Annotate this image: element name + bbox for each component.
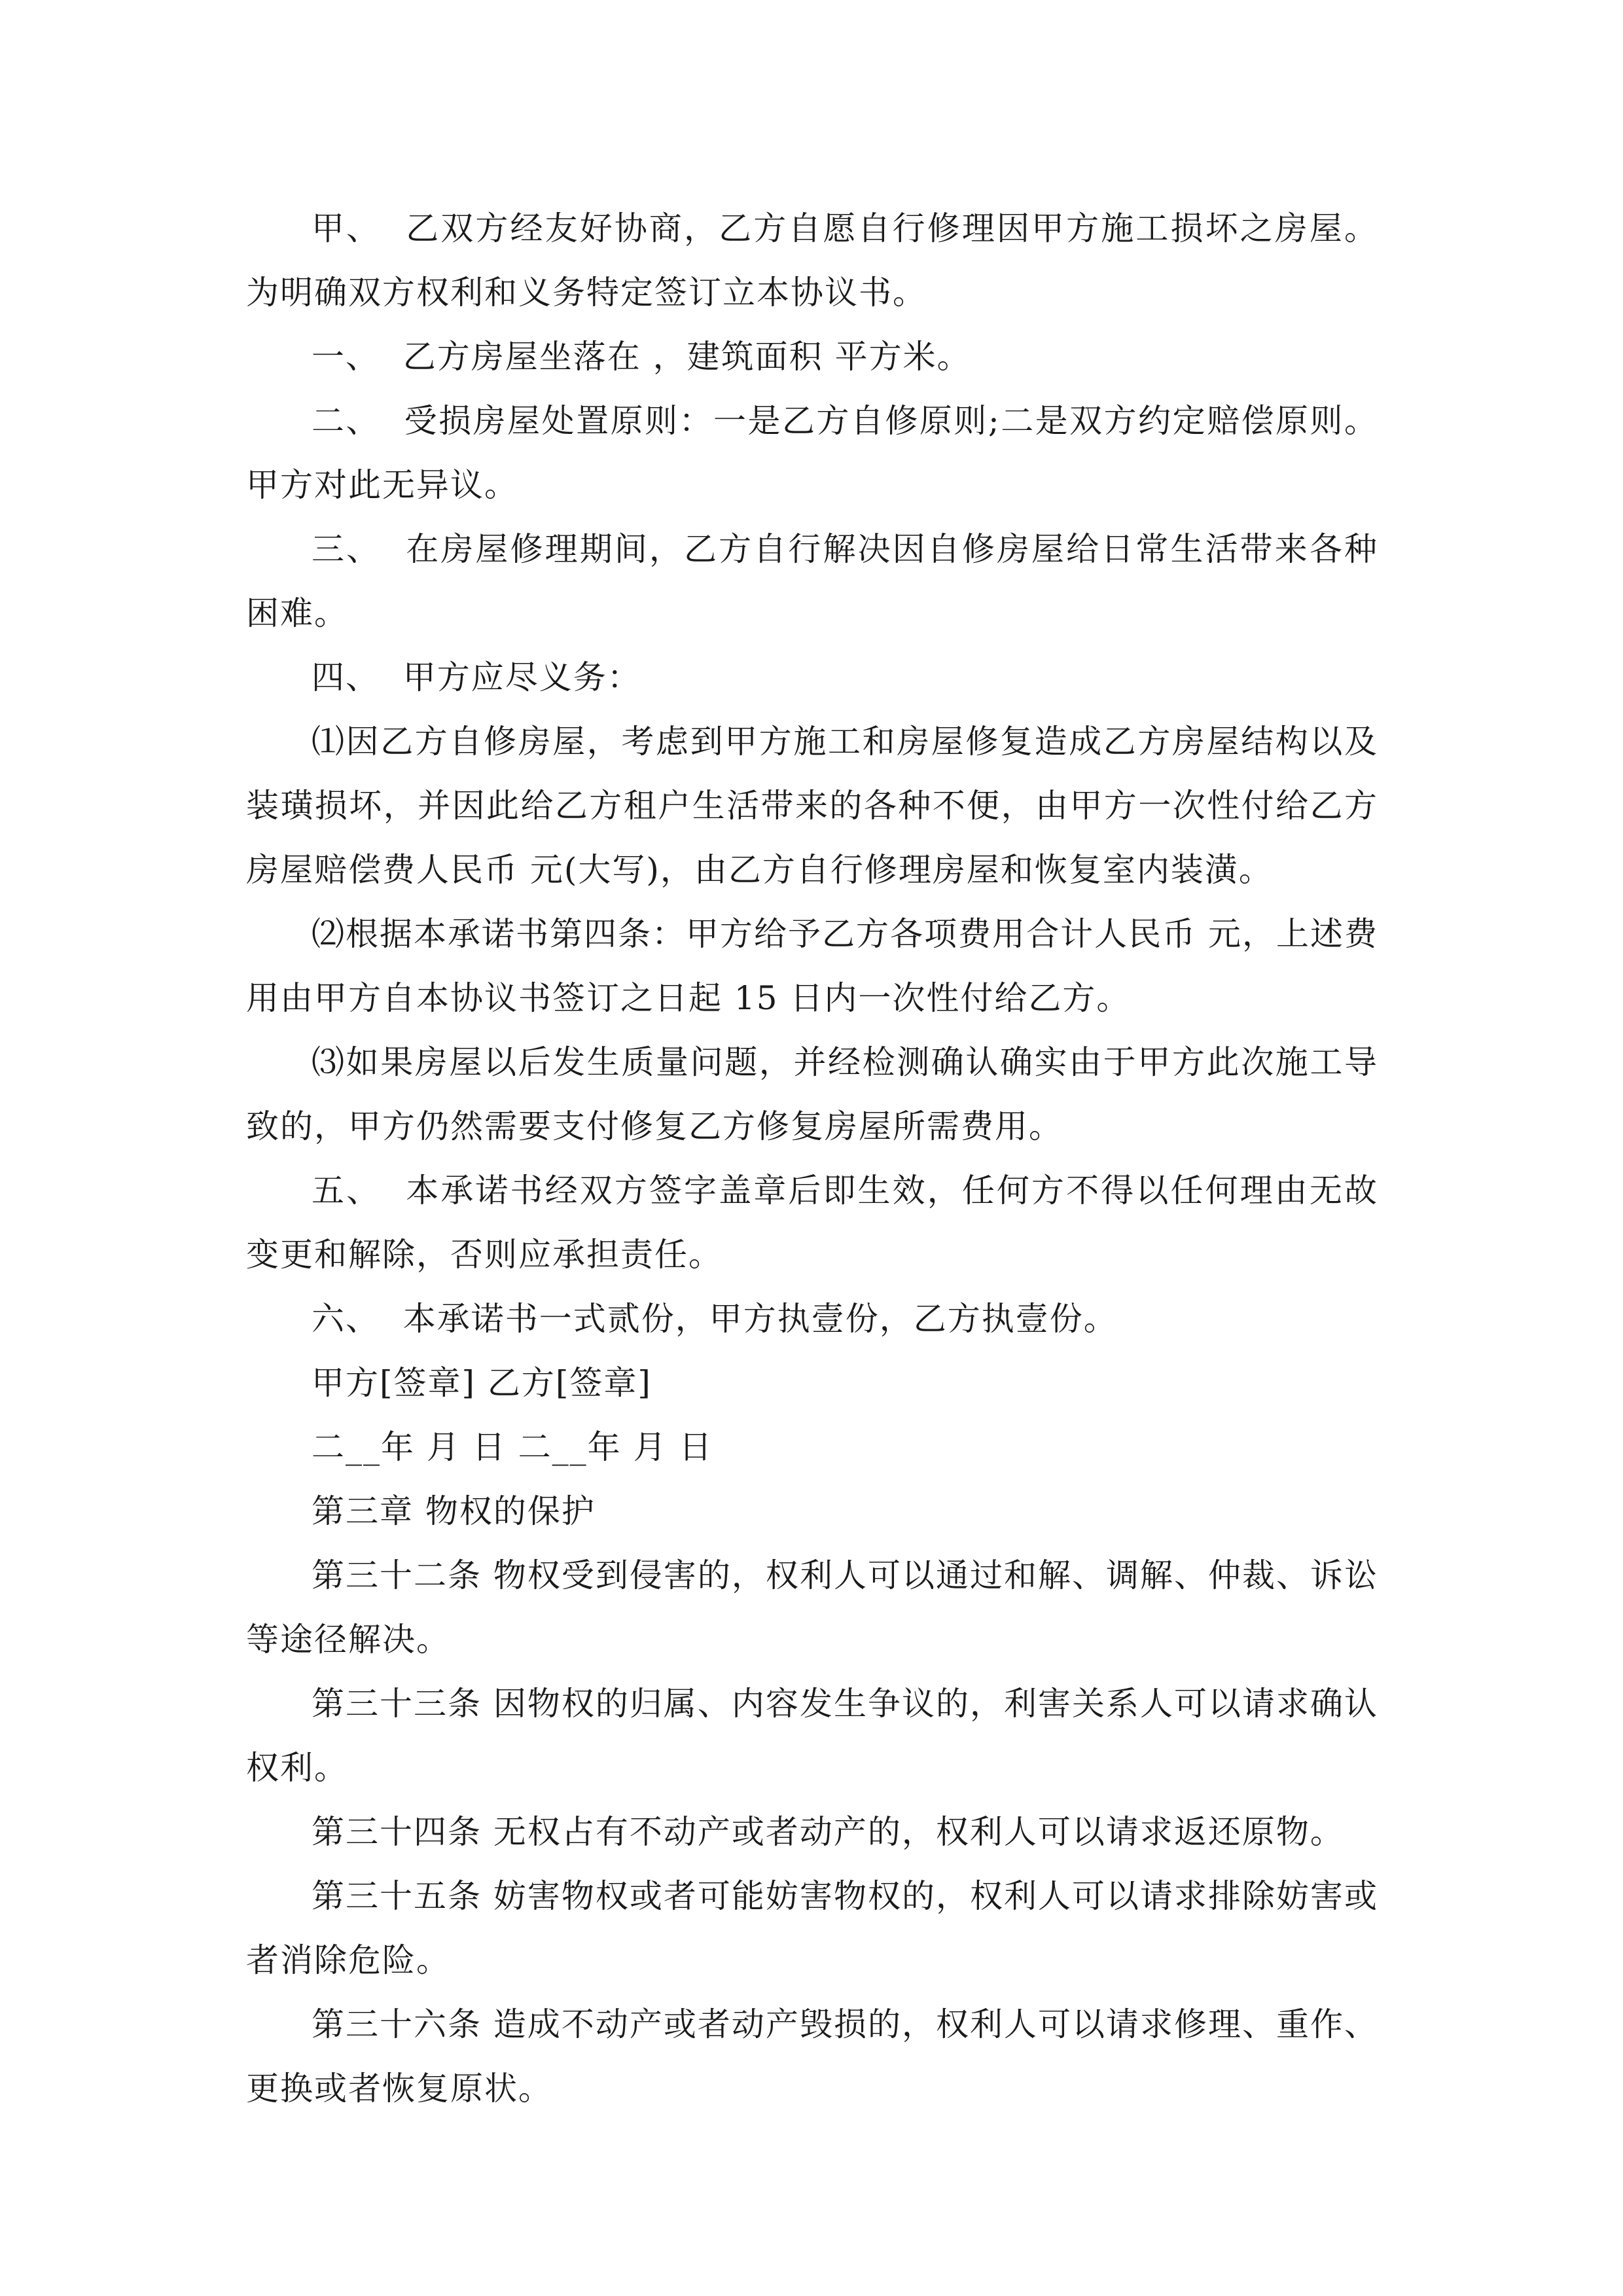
- article-35: 第三十五条 妨害物权或者可能妨害物权的，权利人可以请求排除妨害或者消除危险。: [246, 1877, 1378, 1979]
- paragraph-clause-4-item-3: ⑶如果房屋以后发生质量问题，并经检测确认确实由于甲方此次施工导致的，甲方仍然需要支付修复乙方修复房屋所需费用。: [246, 1043, 1378, 1145]
- signature-line: 甲方[签章] 乙方[签章]: [312, 1364, 652, 1402]
- date-line: 二__年 月 日 二__年 月 日: [312, 1428, 713, 1466]
- paragraph-clause-3: 三、 在房屋修理期间，乙方自行解决因自修房屋给日常生活带来各种困难。: [246, 530, 1378, 632]
- paragraph-clause-1: 一、 乙方房屋坐落在 ，建筑面积 平方米。: [312, 338, 971, 376]
- paragraph-clause-6: 六、 本承诺书一式贰份，甲方执壹份，乙方执壹份。: [312, 1300, 1118, 1338]
- paragraph-intro: 甲、 乙双方经友好协商，乙方自愿自行修理因甲方施工损坏之房屋。为明确双方权利和义务特定签订立本协议书。: [246, 209, 1378, 312]
- article-34: 第三十四条 无权占有不动产或者动产的，权利人可以请求返还原物。: [312, 1813, 1344, 1851]
- paragraph-clause-4-item-2: ⑵根据本承诺书第四条：甲方给予乙方各项费用合计人民币 元，上述费用由甲方自本协议书签订之日起 15 日内一次性付给乙方。: [246, 915, 1378, 1017]
- chapter-heading: 第三章 物权的保护: [312, 1492, 596, 1530]
- document-body: [246, 196, 1378, 2121]
- paragraph-clause-4-item-1: ⑴因乙方自修房屋，考虑到甲方施工和房屋修复造成乙方房屋结构以及装璜损坏，并因此给乙方租户生活带来的各种不便，由甲方一次性付给乙方房屋赔偿费人民币 元(大写)，由乙方自行修理房屋和恢复室内装潢。: [246, 723, 1378, 889]
- article-32: 第三十二条 物权受到侵害的，权利人可以通过和解、调解、仲裁、诉讼等途径解决。: [246, 1556, 1378, 1659]
- article-36: 第三十六条 造成不动产或者动产毁损的，权利人可以请求修理、重作、更换或者恢复原状。: [246, 2005, 1378, 2108]
- paragraph-clause-4: 四、 甲方应尽义务：: [312, 658, 641, 696]
- article-33: 第三十三条 因物权的归属、内容发生争议的，利害关系人可以请求确认权利。: [246, 1685, 1378, 1787]
- paragraph-clause-2: 二、 受损房屋处置原则：一是乙方自修原则;二是双方约定赔偿原则。甲方对此无异议。: [246, 402, 1378, 504]
- paragraph-clause-5: 五、 本承诺书经双方签字盖章后即生效，任何方不得以任何理由无故变更和解除，否则应承担责任。: [246, 1172, 1378, 1274]
